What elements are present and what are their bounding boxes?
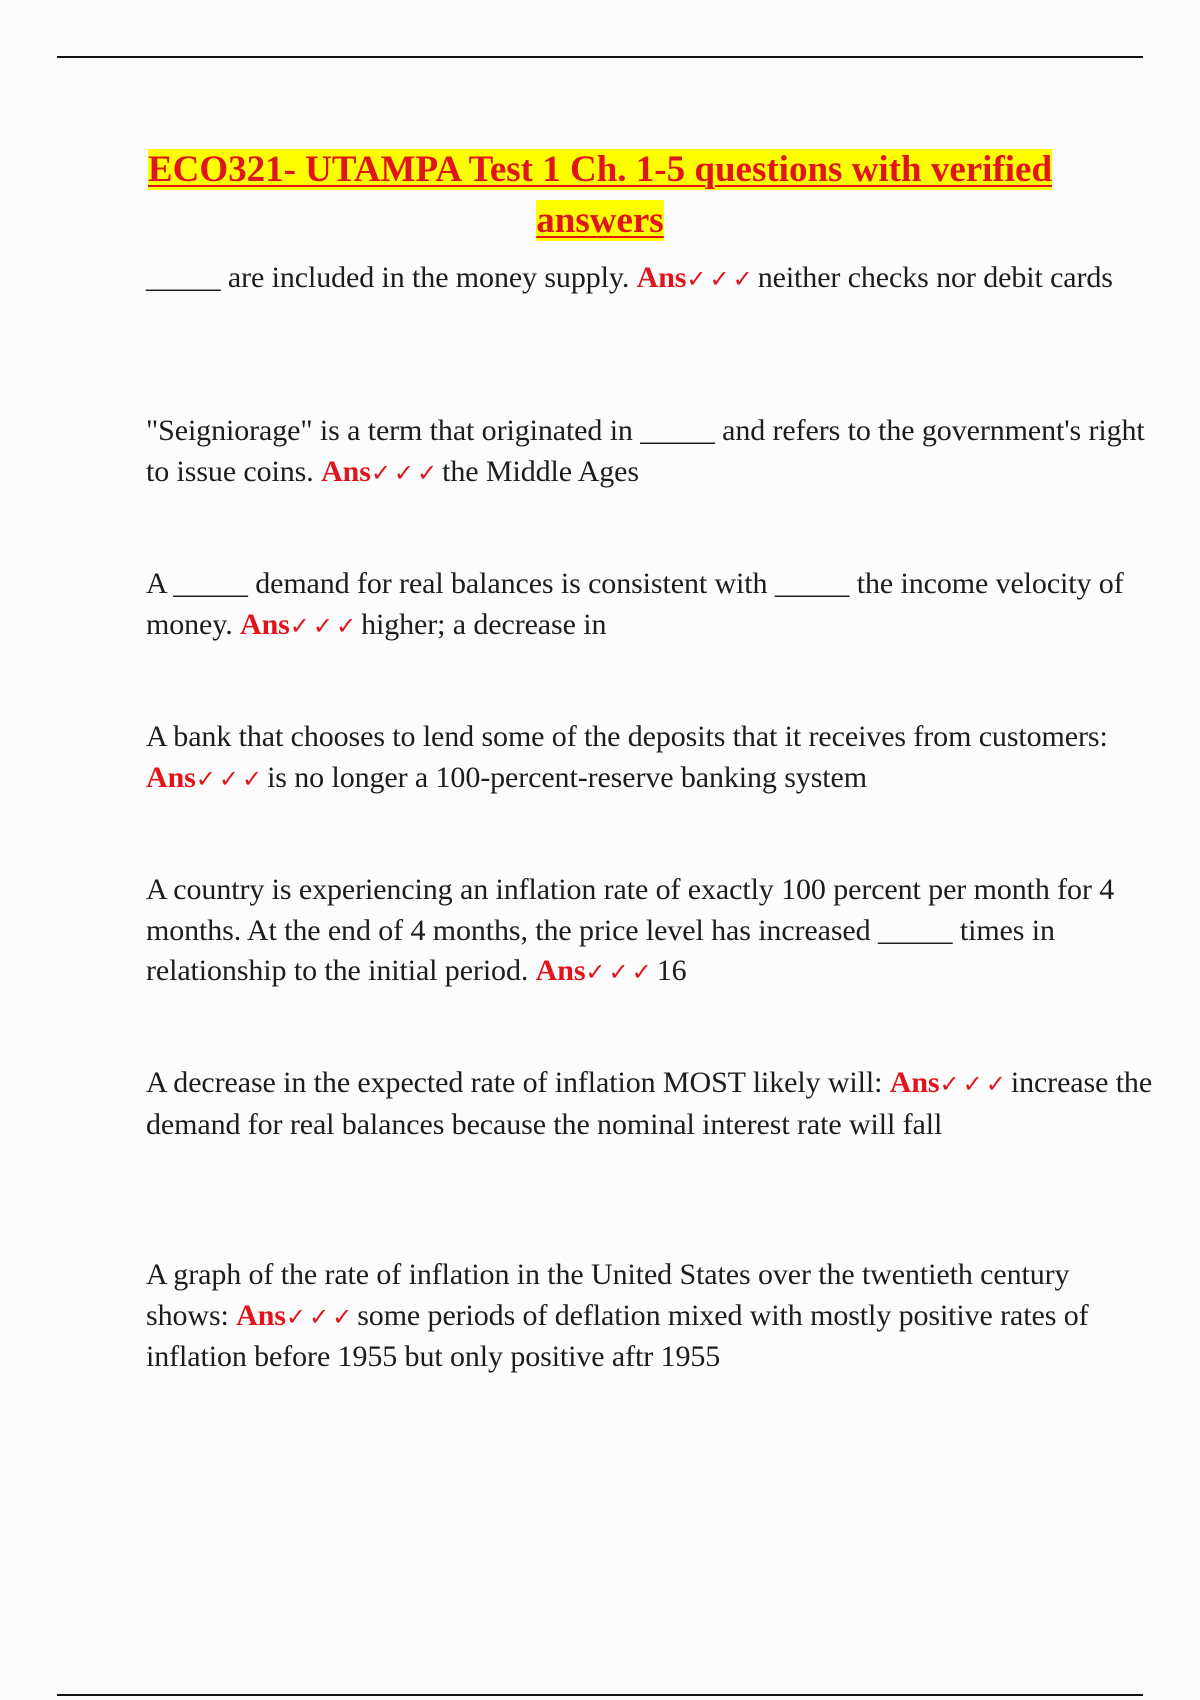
checkmarks-icon: ✓✓✓ [585,958,655,986]
checkmarks-icon: ✓✓✓ [686,265,756,293]
answer-text: the Middle Ages [442,454,639,488]
question-text: A graph of the rate of inflation in the United States over the twentieth century shows: [146,1258,1070,1332]
qa-item-4 [146,717,1156,799]
question-text: _____ are included in the money supply. [146,261,630,294]
qa-item-2 [146,411,1156,493]
qa-item-6 [146,1063,1156,1145]
title-text: ECO321- UTAMPA Test 1 Ch. 1-5 questions with verified answers [147,149,1053,241]
answer-text: some periods of deflation mixed with mostly positive rates of inflation before 1955 but only positive aftr 1955 [146,1298,1089,1373]
question-text: A decrease in the expected rate of inflation MOST likely will: [146,1066,883,1099]
question-text: A country is experiencing an inflation rate of exactly 100 percent per month for 4 months. At the end of 4 months, the price level has increased _____ times in relationship to the initial period. [146,873,1115,987]
answer-text: neither checks nor debit cards [757,261,1113,294]
qa-item-3 [146,564,1156,646]
answer-text: increase the demand for real balances because the nominal interest rate will fall [146,1066,1153,1141]
question-text: A _____ demand for real balances is consistent with _____ the income velocity of money. [146,567,1124,641]
checkmarks-icon: ✓✓✓ [370,458,441,487]
checkmarks-icon: ✓✓✓ [285,1302,356,1331]
checkmarks-icon: ✓✓✓ [289,611,360,640]
answer-label: Ans [146,760,196,794]
answer-text: 16 [656,954,687,987]
checkmarks-icon: ✓✓✓ [939,1070,1009,1098]
answer-label: Ans [636,261,687,294]
answer-text: is no longer a 100-percent-reserve banking system [267,760,867,794]
qa-item-1 [146,258,1156,300]
answer-text: higher; a decrease in [361,607,607,641]
answer-label: Ans [321,454,371,488]
top-rule [57,56,1143,58]
document-title [120,144,1080,246]
bottom-rule [57,1694,1143,1696]
qa-item-7 [146,1255,1156,1378]
answer-label: Ans [240,607,290,641]
answer-label: Ans [236,1298,286,1332]
question-text: A bank that chooses to lend some of the deposits that it receives from customers: [146,720,1108,753]
checkmarks-icon: ✓✓✓ [195,764,266,793]
question-text: "Seigniorage" is a term that originated in _____ and refers to the government's right to issue coins. [146,414,1145,488]
qa-item-5 [146,870,1156,993]
answer-label: Ans [889,1066,940,1099]
answer-label: Ans [535,954,586,987]
